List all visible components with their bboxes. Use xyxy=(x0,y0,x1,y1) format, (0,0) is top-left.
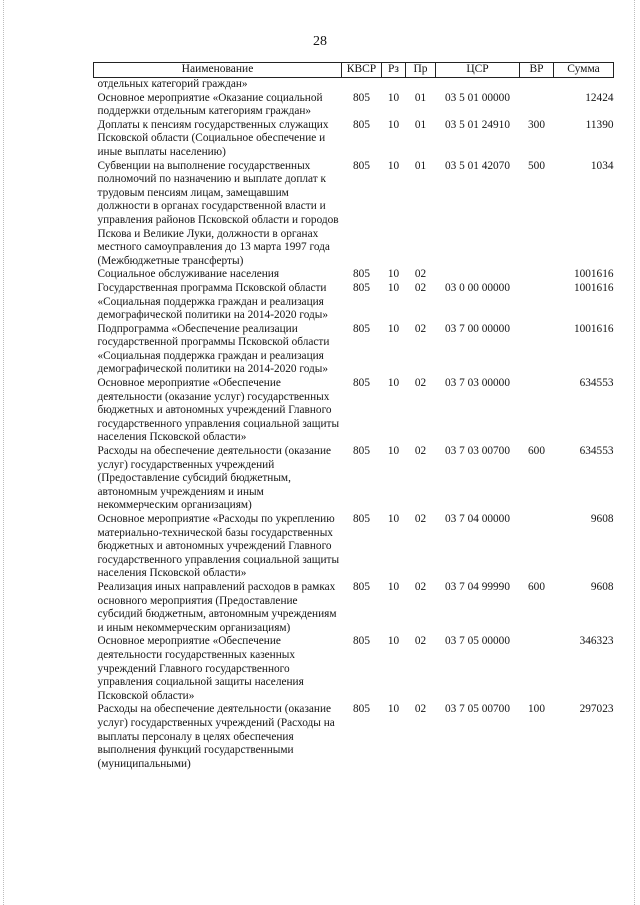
cell-vr: 600 xyxy=(528,445,545,458)
cell-kvsr: 805 xyxy=(353,580,370,593)
right-scan-edge xyxy=(634,0,636,905)
cell-sum: 1001616 xyxy=(573,281,614,294)
table-row xyxy=(94,581,614,635)
cell-rz: 10 xyxy=(387,703,400,716)
table-row xyxy=(94,635,614,703)
cell-rz xyxy=(382,78,406,92)
cell-rz: 10 xyxy=(387,377,400,390)
cell-kvsr: 805 xyxy=(353,513,370,525)
cell-sum xyxy=(554,78,614,92)
cell-csr: 03 7 00 00000 xyxy=(445,322,510,335)
table-header-row xyxy=(94,63,614,78)
cell-csr: 03 7 03 00700 xyxy=(445,445,510,458)
table-row xyxy=(94,282,614,323)
cell-rz: 10 xyxy=(387,580,400,593)
cell-rz: 10 xyxy=(387,513,400,525)
cell-name: Основное мероприятие «Оказание социальной поддержки отдельным категориям граждан» xyxy=(97,91,323,118)
cell-vr: 100 xyxy=(528,703,545,716)
table-row xyxy=(94,160,614,269)
header-csr: ЦСР xyxy=(436,63,520,78)
cell-kvsr: 805 xyxy=(353,268,370,281)
table-row xyxy=(94,703,614,771)
cell-rz: 10 xyxy=(387,445,400,458)
cell-pr: 01 xyxy=(414,118,427,131)
cell-rz: 10 xyxy=(387,91,400,104)
cell-name: Основное мероприятие «Обеспечение деятельности (оказание услуг) государственных бюджетных и автономных учреждений Главного государственного управления социальной защиты населения Псковской области» xyxy=(97,377,340,444)
cell-rz: 10 xyxy=(387,281,400,294)
cell-kvsr: 805 xyxy=(353,91,370,104)
cell-vr: 600 xyxy=(528,580,545,593)
cell-rz: 10 xyxy=(387,635,400,648)
cell-kvsr: 805 xyxy=(353,635,370,648)
table-row xyxy=(94,445,614,513)
cell-csr: 03 5 01 24910 xyxy=(445,118,510,131)
cell-vr xyxy=(520,92,554,119)
cell-kvsr: 805 xyxy=(353,445,370,458)
cell-sum: 297023 xyxy=(579,703,614,716)
page-number: 28 xyxy=(313,34,327,49)
cell-kvsr xyxy=(342,78,382,92)
cell-vr xyxy=(520,78,554,92)
cell-csr: 03 5 01 00000 xyxy=(445,91,510,104)
cell-kvsr: 805 xyxy=(353,322,370,335)
table-row xyxy=(94,78,614,92)
header-pr: Пр xyxy=(406,63,436,78)
cell-sum: 12424 xyxy=(585,91,614,104)
cell-csr xyxy=(436,268,520,282)
cell-vr xyxy=(520,323,554,377)
cell-pr: 02 xyxy=(414,513,427,525)
cell-csr xyxy=(436,78,520,92)
cell-sum: 346323 xyxy=(579,635,614,648)
cell-name: Субвенции на выполнение государственных полномочий по назначению и выплате доплат к трудовым пенсиям лицам, замещавшим должности в органах государственной власти и управления районов Псковской области и городов Пскова и Великие Луки, должности в органах местного самоуправления до 13 марта 1997 года (Межбюджетные трансферты) xyxy=(97,159,339,267)
cell-sum: 9608 xyxy=(590,513,614,525)
cell-rz: 10 xyxy=(387,322,400,335)
cell-pr: 02 xyxy=(414,268,427,281)
cell-vr xyxy=(520,268,554,282)
cell-pr: 02 xyxy=(414,281,427,294)
cell-pr: 02 xyxy=(414,322,427,335)
cell-pr: 02 xyxy=(414,580,427,593)
header-name: Наименование xyxy=(94,63,342,78)
cell-kvsr: 805 xyxy=(353,377,370,390)
cell-vr xyxy=(520,513,554,581)
table-row xyxy=(94,92,614,119)
cell-csr: 03 7 04 00000 xyxy=(445,513,510,525)
cell-name: отдельных категорий граждан» xyxy=(97,78,248,90)
cell-csr: 03 7 03 00000 xyxy=(445,377,510,390)
table-row xyxy=(94,268,614,282)
cell-sum: 9608 xyxy=(590,580,614,593)
cell-vr xyxy=(520,635,554,703)
table-row xyxy=(94,323,614,377)
cell-sum: 1034 xyxy=(590,159,614,172)
cell-name: Основное мероприятие «Расходы по укреплению материально-технической базы государственных бюджетных и автономных учреждений Главного государственного управления социальной защиты населения Псковской области» xyxy=(97,513,340,580)
cell-vr: 300 xyxy=(528,118,545,131)
table-row xyxy=(94,513,614,581)
header-rz: Рз xyxy=(382,63,406,78)
cell-name: Расходы на обеспечение деятельности (оказание услуг) государственных учреждений (Предоставление субсидий бюджетным, автономным учреждениям и иным некоммерческим организациям) xyxy=(97,445,332,512)
cell-csr: 03 0 00 00000 xyxy=(445,281,510,294)
cell-pr xyxy=(406,78,436,92)
header-vr: ВР xyxy=(520,63,554,78)
cell-sum: 1001616 xyxy=(573,268,614,281)
cell-vr: 500 xyxy=(528,159,545,172)
cell-pr: 02 xyxy=(414,445,427,458)
header-kvsr: КВСР xyxy=(342,63,382,78)
cell-name: Подпрограмма «Обеспечение реализации государственной программы Псковской области «Социальная поддержка граждан и реализация демографической политики на 2014-2020 годы» xyxy=(97,322,330,376)
left-scan-edge xyxy=(3,0,5,905)
cell-csr: 03 7 04 99990 xyxy=(445,580,510,593)
cell-sum: 634553 xyxy=(579,445,614,458)
cell-name: Государственная программа Псковской области «Социальная поддержка граждан и реализация демографической политики на 2014-2020 годы» xyxy=(97,281,329,322)
cell-csr: 03 7 05 00000 xyxy=(445,635,510,648)
table-row xyxy=(94,377,614,445)
cell-rz: 10 xyxy=(387,268,400,281)
cell-name: Основное мероприятие «Обеспечение деятельности государственных казенных учреждений Главного государственного управления социальной защиты населения Псковской области» xyxy=(97,635,304,702)
cell-vr xyxy=(520,282,554,323)
cell-kvsr: 805 xyxy=(353,281,370,294)
cell-vr xyxy=(520,377,554,445)
header-sum: Сумма xyxy=(554,63,614,78)
cell-sum: 11390 xyxy=(585,118,614,131)
cell-name: Социальное обслуживание населения xyxy=(97,268,280,281)
cell-csr: 03 7 05 00700 xyxy=(445,703,510,716)
cell-pr: 02 xyxy=(414,703,427,716)
cell-kvsr: 805 xyxy=(353,159,370,172)
cell-sum: 1001616 xyxy=(573,322,614,335)
cell-kvsr: 805 xyxy=(353,703,370,716)
table-row xyxy=(94,119,614,160)
budget-table xyxy=(93,62,614,771)
cell-sum: 634553 xyxy=(579,377,614,390)
cell-pr: 01 xyxy=(414,159,427,172)
cell-pr: 02 xyxy=(414,635,427,648)
cell-rz: 10 xyxy=(387,159,400,172)
cell-csr: 03 5 01 42070 xyxy=(445,159,510,172)
cell-kvsr: 805 xyxy=(353,118,370,131)
cell-name: Расходы на обеспечение деятельности (оказание услуг) государственных учреждений (Расходы на выплаты персоналу в целях обеспечения выполнения функций государственными (муниципальными) xyxy=(97,703,335,770)
cell-pr: 02 xyxy=(414,377,427,390)
cell-pr: 01 xyxy=(414,91,427,104)
cell-rz: 10 xyxy=(387,118,400,131)
cell-name: Доплаты к пенсиям государственных служащих Псковской области (Социальное обеспечение и иные выплаты населению) xyxy=(97,118,329,158)
cell-name: Реализация иных направлений расходов в рамках основного мероприятия (Предоставление субсидий бюджетным, автономным учреждениям и иным некоммерческим организациям) xyxy=(97,580,337,634)
